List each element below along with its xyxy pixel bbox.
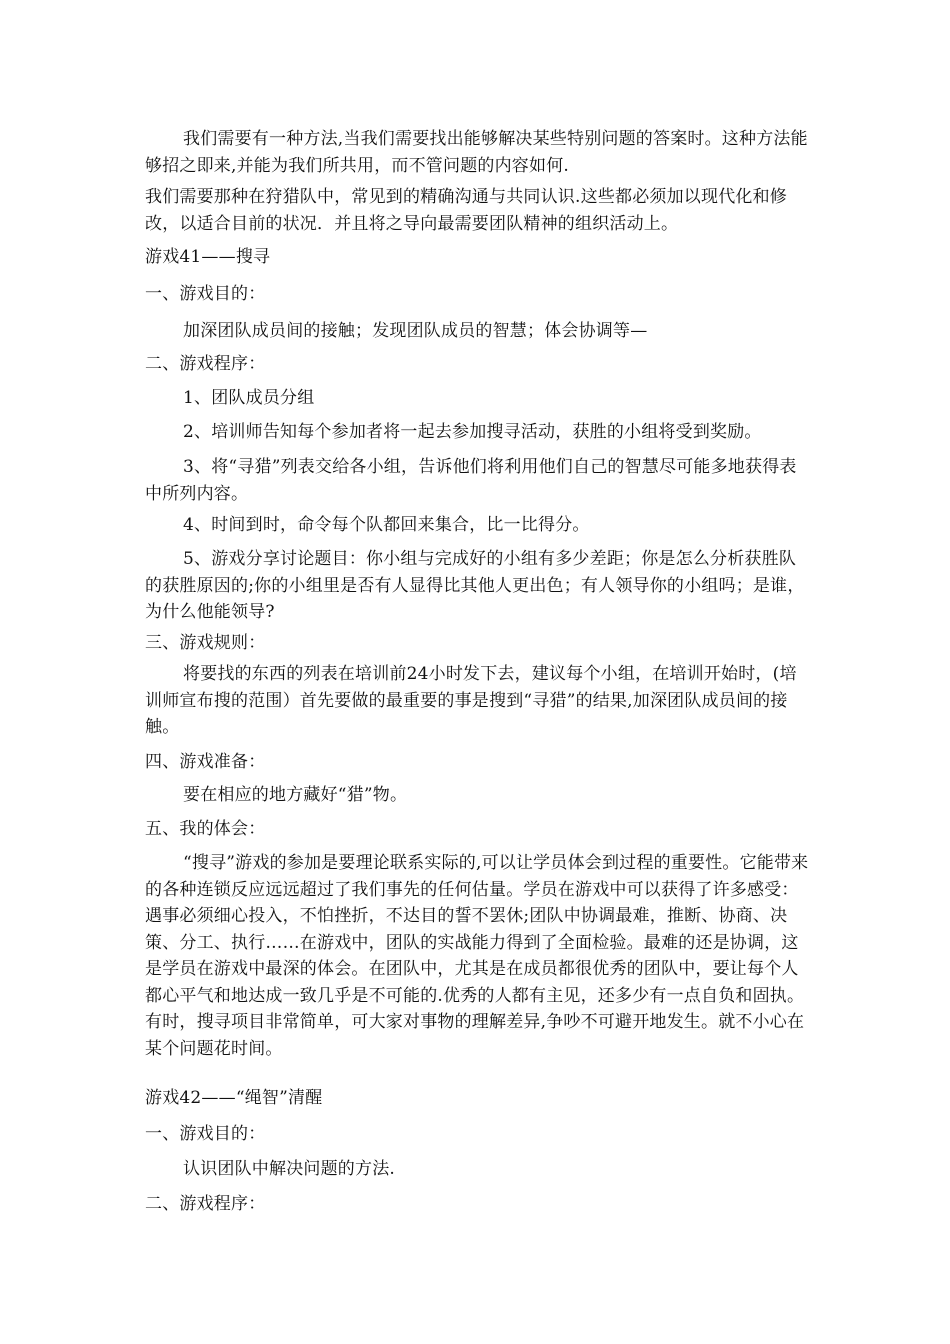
purpose-text: 加深团队成员间的接触；发现团队成员的智慧；体会协调等— xyxy=(183,321,648,341)
procedure-step-2: 2、培训师告知每个参加者将一起去参加搜寻活动，获胜的小组将受到奖励。 xyxy=(183,422,762,442)
game-42-heading-purpose: 一、游戏目的： xyxy=(145,1124,266,1144)
procedure-step-5: 5、游戏分享讨论题目：你小组与完成好的小组有多少差距；你是怎么分析获胜队的获胜原因的;你的小组里是否有人显得比其他人更出色；有人领导你的小组吗；是谁，为什么他能领导? xyxy=(145,549,805,622)
section-heading-rules: 三、游戏规则： xyxy=(145,633,266,653)
preparation-text: 要在相应的地方藏好“猎”物。 xyxy=(183,785,408,805)
reflection-text: “搜寻”游戏的参加是要理论联系实际的,可以让学员体会到过程的重要性。它能带来的各种连锁反应远远超过了我们事先的任何估量。学员在游戏中可以获得了许多感受：遇事必须细心投入，不怕挫折，不达目的誓不罢休;团队中协调最难，推断、协商、决策、分工、执行……在游戏中，团队的实战能力得到了全面检验。最难的还是协调，这是学员在游戏中最深的体会。在团队中，尤其是在成员都很优秀的团队中，要让每个人都心平气和地达成一致几乎是不可能的.优秀的人都有主见，还多少有一点自负和固执。有时，搜寻项目非常简单，可大家对事物的理解差异,争吵不可避开地发生。就不小心在某个问题花时间。 xyxy=(145,853,809,1059)
section-heading-purpose: 一、游戏目的： xyxy=(145,284,266,304)
game-42-heading-procedure: 二、游戏程序： xyxy=(145,1194,266,1214)
rules-text: 将要找的东西的列表在培训前24小时发下去，建议每个小组，在培训开始时，(培训师宣布搜的范围）首先要做的最重要的事是搜到“寻猎”的结果,加深团队成员间的接触。 xyxy=(145,664,797,737)
section-heading-preparation: 四、游戏准备： xyxy=(145,752,266,772)
procedure-step-3: 3、将“寻猎”列表交给各小组，告诉他们将利用他们自己的智慧尽可能多地获得表中所列内容。 xyxy=(145,457,797,504)
procedure-step-1: 1、团队成员分组 xyxy=(183,388,315,408)
game-42-title: 游戏42——“绳智”清醒 xyxy=(145,1088,323,1108)
section-heading-reflection: 五、我的体会： xyxy=(145,819,266,839)
section-heading-procedure: 二、游戏程序： xyxy=(145,354,266,374)
intro-paragraph-1: 我们需要有一种方法,当我们需要找出能够解决某些特别问题的答案时。这种方法能够招之即来,并能为我们所共用，而不管问题的内容如何. xyxy=(145,129,808,176)
game-42-purpose-text: 认识团队中解决问题的方法. xyxy=(183,1159,396,1179)
intro-paragraph-2: 我们需要那种在狩猎队中，常见到的精确沟通与共同认识.这些都必须加以现代化和修改，以适合目前的状况．并且将之导向最需要团队精神的组织活动上。 xyxy=(145,187,788,234)
procedure-step-4: 4、时间到时，命令每个队都回来集合，比一比得分。 xyxy=(183,515,590,535)
game-41-title: 游戏41——搜寻 xyxy=(145,247,271,267)
